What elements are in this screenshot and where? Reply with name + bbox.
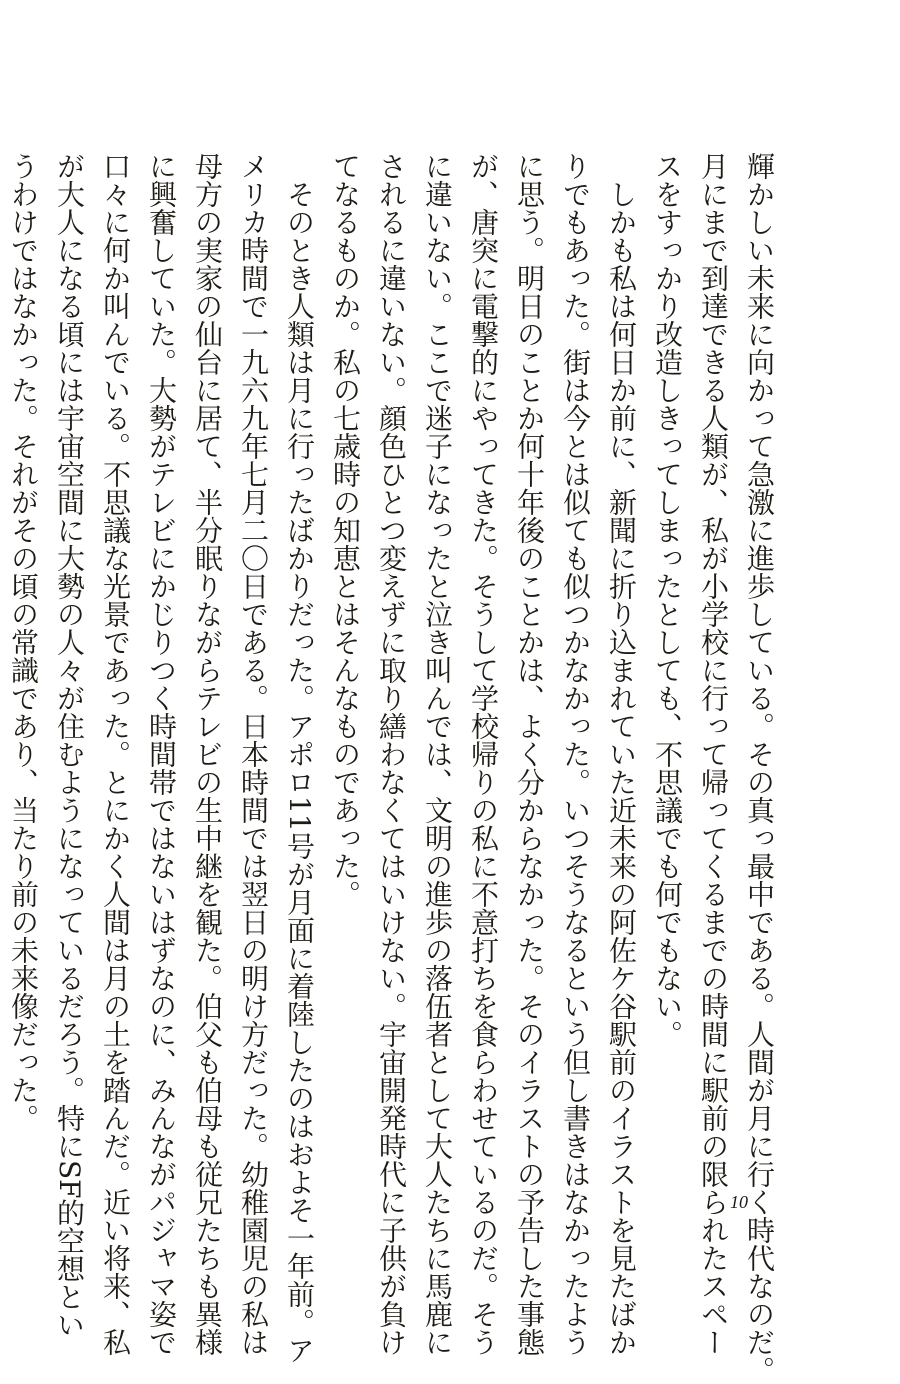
text-line: スをすっかり改造しきってしまったとしても、不思議でも何でもない。 xyxy=(651,152,684,1048)
text-line: が大人になる頃には宇宙空間に大勢の人々が住むようになっているだろう。特にSF的空想とい xyxy=(53,152,86,1339)
text-line: されるに違いない。顔色ひとつ変えずに取り繕わなくてはいけない。宇宙開発時代に子供が負け xyxy=(375,152,408,1356)
text-line: うわけではなかった。それがその頃の常識であり、当たり前の未来像だった。 xyxy=(7,152,40,1132)
text-line: に思う。明日のことか何十年後のことかは、よく分からなかった。そのイラストの予告した事態 xyxy=(513,152,546,1356)
text-line: 母方の実家の仙台に居て、半分眠りながらテレビの生中継を観た。伯父も伯母も従兄たちも異様 xyxy=(191,152,224,1356)
text-line: に興奮していた。大勢がテレビにかじりつく時間帯ではないはずなのに、みんながパジャマ姿で xyxy=(145,152,178,1356)
body-text xyxy=(0,152,782,1384)
text-line: 輝かしい未来に向かって急激に進歩している。その真っ最中である。人間が月に行く時代なのだ。 xyxy=(743,152,776,1384)
text-line: しかも私は何日か前に、新聞に折り込まれていた近未来の阿佐ケ谷駅前のイラストを見たばか xyxy=(605,152,638,1356)
text-line: りでもあった。街は今とは似ても似つかなかった。いつそうなるという但し書きはなかったよう xyxy=(559,152,592,1356)
text-line: そのとき人類は月に行ったばかりだった。アポロ11号が月面に着陸したのはおよそ一年前。ア xyxy=(283,152,316,1364)
text-line: に違いない。ここで迷子になったと泣き叫んでは、文明の進歩の落伍者として大人たちに馬鹿に xyxy=(421,152,454,1356)
text-line: 口々に何か叫んでいる。不思議な光景であった。とにかく人間は月の土を踏んだ。近い将来、私 xyxy=(99,152,132,1356)
text-line: 月にまで到達できる人類が、私が小学校に行って帰ってくるまでの時間に駅前の限られたスペー xyxy=(697,152,730,1356)
text-line: メリカ時間で一九六九年七月二〇日である。日本時間では翌日の明け方だった。幼稚園児の私は xyxy=(237,152,270,1356)
text-line: が、唐突に電撃的にやってきた。そうして学校帰りの私に不意打ちを食らわせているのだ。そう xyxy=(467,152,500,1356)
page-number: 10 xyxy=(730,1192,748,1212)
text-line: てなるものか。私の七歳時の知恵とはそんなものであった。 xyxy=(329,152,362,908)
